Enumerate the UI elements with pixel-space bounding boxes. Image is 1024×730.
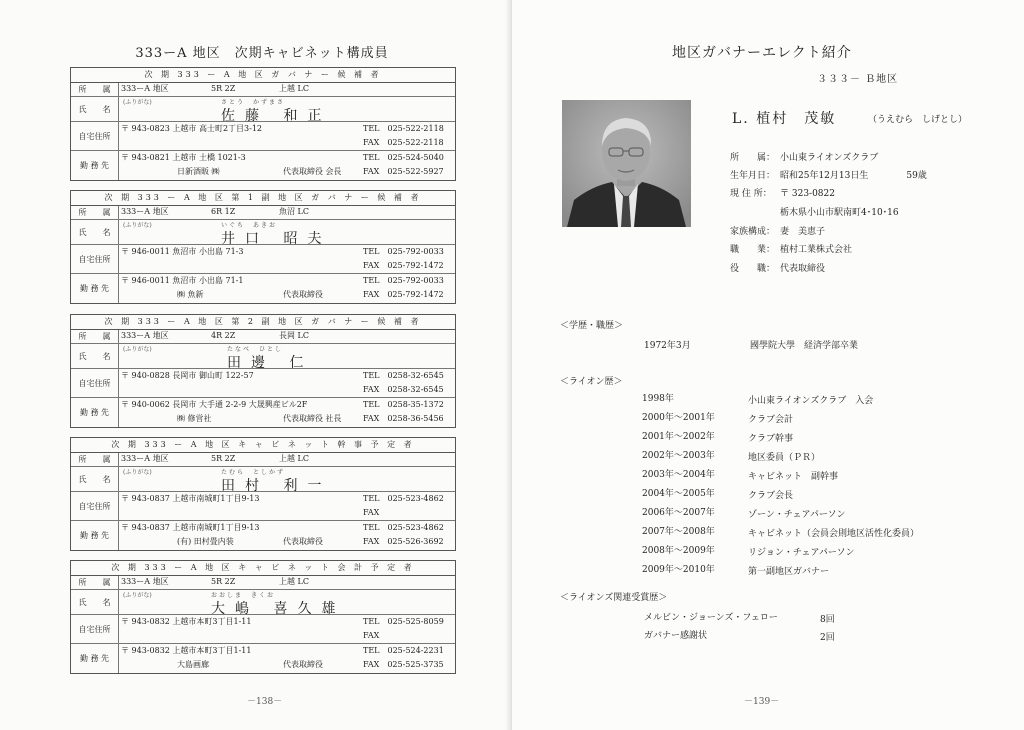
home-tel: TEL 025-792-0033 xyxy=(363,247,444,256)
home-tel: TEL 025-523-4862 xyxy=(363,494,444,503)
lions-history-role: 小山東ライオンズクラブ 入会 xyxy=(748,396,874,406)
work-tel: TEL 025-523-4862 xyxy=(363,523,444,532)
furigana-label: (ふりがな) xyxy=(123,222,152,229)
furigana-label: (ふりがな) xyxy=(123,99,152,106)
work-fax: FAX 025-525-3735 xyxy=(363,660,444,669)
award-name: メルビン・ジョーンズ・フェロー xyxy=(644,613,778,623)
lions-history-role: リジョン・チェアパーソン xyxy=(748,548,855,558)
left-page-number: －138－ xyxy=(247,697,283,707)
lions-history-year: 2002年～2003年 xyxy=(642,451,715,461)
furigana-label: (ふりがな) xyxy=(123,592,152,599)
profile-label: 家族構成： xyxy=(730,227,776,237)
workplace-row xyxy=(71,644,455,673)
work-tel: TEL 025-524-2231 xyxy=(363,646,444,655)
lions-history-year: 2007年～2008年 xyxy=(642,527,715,537)
name-label: 氏 名 xyxy=(71,97,119,121)
home-address: 〒 946-0011 魚沼市 小出島 71-3 xyxy=(121,247,244,256)
workplace-label: 勤 務 先 xyxy=(71,151,119,180)
roster-block-heading: 次 期 333 ー A 地 区 キ ャ ビ ネ ッ ト 幹 事 予 定 者 xyxy=(71,438,455,453)
name-reading: おおしま きくお xyxy=(211,592,276,599)
work-address: 〒 946-0011 魚沼市 小出島 71-1 xyxy=(121,276,244,285)
affiliation-district: 333ーA 地区 xyxy=(121,331,169,340)
lions-history-role: キャビネット 副幹事 xyxy=(748,472,839,482)
affiliation-label: 所 属 xyxy=(71,453,119,466)
affiliation-label: 所 属 xyxy=(71,83,119,96)
home-address-label: 自宅住所 xyxy=(71,122,119,150)
profile-value: 栃木県小山市駅南町4･10･16 xyxy=(780,208,899,218)
work-fax: FAX 0258-36-5456 xyxy=(363,414,444,423)
name-reading: たむら としかず xyxy=(221,469,286,476)
education-heading: ＜学歴・職歴＞ xyxy=(560,321,624,331)
home-address: 〒 943-0837 上越市南城町1丁目9-13 xyxy=(121,494,260,503)
affiliation-label: 所 属 xyxy=(71,330,119,343)
affiliation-region: 6R 1Z xyxy=(211,207,236,216)
governor-name: L. 植村 茂敏 xyxy=(732,111,837,127)
profile-label: 生年月日： xyxy=(730,171,776,181)
profile-label: 職 業： xyxy=(730,245,776,255)
home-fax: FAX 0258-32-6545 xyxy=(363,385,444,394)
workplace-row xyxy=(71,521,455,550)
roster-block xyxy=(70,67,456,181)
name-reading: さとう かずまさ xyxy=(221,99,286,106)
home-address: 〒 940-0828 長岡市 御山町 122-57 xyxy=(121,371,254,380)
member-name: 田村 利一 xyxy=(221,478,332,494)
governor-name-reading: （うえむら しげとし） xyxy=(868,115,968,125)
work-address: 〒 943-0832 上越市本町3丁目1-11 xyxy=(121,646,252,655)
profile-value: 植村工業株式会社 xyxy=(780,245,853,255)
affiliation-club: 魚沼 LC xyxy=(279,207,309,216)
lions-history-role: ゾーン・チェアパーソン xyxy=(748,510,846,520)
name-label: 氏 名 xyxy=(71,220,119,244)
roster-block xyxy=(70,190,456,304)
work-tel: TEL 025-792-0033 xyxy=(363,276,444,285)
affiliation-district: 333ーA 地区 xyxy=(121,577,169,586)
affiliation-region: 5R 2Z xyxy=(211,84,236,93)
profile-label: 所 属： xyxy=(730,153,776,163)
work-address: 〒 943-0821 上越市 土橋 1021-3 xyxy=(121,153,246,162)
profile-label: 役 職： xyxy=(730,264,776,274)
roster-block-heading: 次 期 333 ー A 地 区 第 1 副 地 区 ガ バ ナ ー 候 補 者 xyxy=(71,191,455,206)
right-page xyxy=(512,0,1024,730)
workplace-label: 勤 務 先 xyxy=(71,398,119,427)
name-reading: いぐち あきお xyxy=(221,222,278,229)
affiliation-club: 上越 LC xyxy=(279,577,309,586)
work-position: 代表取締役 会長 xyxy=(283,167,342,176)
work-fax: FAX 025-522-5927 xyxy=(363,167,444,176)
home-address: 〒 943-0823 上越市 高士町2丁目3-12 xyxy=(121,124,263,133)
name-row xyxy=(71,344,455,369)
profile-label: 現 住 所： xyxy=(730,189,772,199)
affiliation-row xyxy=(71,576,455,590)
workplace-row xyxy=(71,274,455,303)
name-label: 氏 名 xyxy=(71,344,119,368)
home-address-label: 自宅住所 xyxy=(71,369,119,397)
home-address-label: 自宅住所 xyxy=(71,615,119,643)
member-name: 佐藤 和正 xyxy=(221,108,332,124)
lions-history-year: 1998年 xyxy=(642,394,674,404)
profile-value: 妻 美恵子 xyxy=(780,227,826,237)
affiliation-label: 所 属 xyxy=(71,206,119,219)
home-tel: TEL 025-525-8059 xyxy=(363,617,444,626)
profile-line xyxy=(730,205,937,218)
work-tel: TEL 0258-35-1372 xyxy=(363,400,444,409)
profile-line xyxy=(730,168,927,181)
home-tel: TEL 0258-32-6545 xyxy=(363,371,444,380)
lions-history-role: キャビネット（会員会則地区活性化委員） xyxy=(748,529,920,539)
roster-block-heading: 次 期 333 ー A 地 区 キ ャ ビ ネ ッ ト 会 計 予 定 者 xyxy=(71,561,455,576)
work-address: 〒 943-0837 上越市南城町1丁目9-13 xyxy=(121,523,260,532)
roster-block xyxy=(70,560,456,674)
profile-value: 小山東ライオンズクラブ xyxy=(780,153,879,163)
home-tel: TEL 025-522-2118 xyxy=(363,124,444,133)
profile-line xyxy=(730,150,916,163)
award-count: 8回 xyxy=(820,615,835,625)
workplace-row xyxy=(71,151,455,180)
affiliation-club: 長岡 LC xyxy=(279,331,309,340)
work-fax: FAX 025-526-3692 xyxy=(363,537,444,546)
workplace-row xyxy=(71,398,455,427)
portrait-photo-icon xyxy=(562,100,691,227)
affiliation-district: 333ーA 地区 xyxy=(121,207,169,216)
profile-value: 代表取締役 xyxy=(780,264,826,274)
roster-block-heading: 次 期 333 ー A 地 区 ガ バ ナ ー 候 補 者 xyxy=(71,68,455,83)
lions-history-year: 2000年～2001年 xyxy=(642,413,715,423)
profile-value: 〒 323-0822 xyxy=(780,189,835,199)
affiliation-district: 333ーA 地区 xyxy=(121,454,169,463)
lions-history-role: 第一副地区ガバナー xyxy=(748,567,830,577)
furigana-label: (ふりがな) xyxy=(123,346,152,353)
work-company: ㈱ 修営社 xyxy=(177,414,212,423)
right-page-title: 地区ガバナーエレクト紹介 xyxy=(672,45,852,61)
award-count: 2回 xyxy=(820,633,835,643)
lions-history-role: クラブ会長 xyxy=(748,491,794,501)
roster-block xyxy=(70,314,456,428)
roster-block-heading: 次 期 333 ー A 地 区 第 2 副 地 区 ガ バ ナ ー 候 補 者 xyxy=(71,315,455,330)
workplace-label: 勤 務 先 xyxy=(71,274,119,303)
affiliation-row xyxy=(71,206,455,220)
lions-history-year: 2001年～2002年 xyxy=(642,432,715,442)
name-row xyxy=(71,467,455,492)
work-address: 〒 940-0062 長岡市 大手通 2-2-9 大晟興産ビル2F xyxy=(121,400,308,409)
right-page-number: －139－ xyxy=(744,697,780,707)
name-row xyxy=(71,97,455,122)
lions-history-role: 地区委員（ＰＲ） xyxy=(748,453,821,463)
name-reading: たなべ ひとし xyxy=(227,346,284,353)
name-label: 氏 名 xyxy=(71,467,119,491)
affiliation-region: 5R 2Z xyxy=(211,577,236,586)
lions-history-year: 2003年～2004年 xyxy=(642,470,715,480)
lions-history-role: クラブ会計 xyxy=(748,415,794,425)
profile-line xyxy=(730,261,863,274)
lions-history-year: 2008年～2009年 xyxy=(642,546,715,556)
profile-extra: 59歳 xyxy=(906,171,927,181)
home-fax: FAX 025-522-2118 xyxy=(363,138,444,147)
home-fax: FAX xyxy=(363,631,380,640)
home-address-row xyxy=(71,369,455,398)
work-position: 代表取締役 xyxy=(283,537,323,546)
home-address-row xyxy=(71,245,455,274)
affiliation-club: 上越 LC xyxy=(279,454,309,463)
workplace-label: 勤 務 先 xyxy=(71,521,119,550)
profile-line xyxy=(730,242,890,255)
award-name: ガバナー感謝状 xyxy=(644,631,708,641)
profile-value: 昭和25年12月13日生 xyxy=(780,171,869,181)
home-fax: FAX xyxy=(363,508,380,517)
work-company: 日新酒販 ㈱ xyxy=(177,167,220,176)
lions-history-role: クラブ幹事 xyxy=(748,434,794,444)
roster-block xyxy=(70,437,456,551)
affiliation-row xyxy=(71,453,455,467)
lions-history-year: 2009年～2010年 xyxy=(642,565,715,575)
work-position: 代表取締役 社長 xyxy=(283,414,342,423)
home-fax: FAX 025-792-1472 xyxy=(363,261,444,270)
work-position: 代表取締役 xyxy=(283,290,323,299)
portrait-photo xyxy=(562,100,691,227)
lions-history-year: 2006年～2007年 xyxy=(642,508,715,518)
affiliation-club: 上越 LC xyxy=(279,84,309,93)
affiliation-region: 4R 2Z xyxy=(211,331,236,340)
furigana-label: (ふりがな) xyxy=(123,469,152,476)
education-date: 1972年3月 xyxy=(644,341,691,351)
affiliation-row xyxy=(71,83,455,97)
affiliation-row xyxy=(71,330,455,344)
left-page-title: 333ーA 地区 次期キャビネット構成員 xyxy=(135,46,389,61)
district-subtitle: ３３３－ Ｂ地区 xyxy=(817,74,899,85)
awards-heading: ＜ライオンズ関連受賞歴＞ xyxy=(560,593,668,603)
affiliation-region: 5R 2Z xyxy=(211,454,236,463)
member-name: 井口 昭夫 xyxy=(221,231,332,247)
home-address-row xyxy=(71,492,455,521)
education-text: 國學院大學 経済学部卒業 xyxy=(750,341,859,351)
profile-line xyxy=(730,186,873,199)
lions-history-heading: ＜ライオン歴＞ xyxy=(560,377,623,387)
lions-history-year: 2004年～2005年 xyxy=(642,489,715,499)
work-fax: FAX 025-792-1472 xyxy=(363,290,444,299)
home-address-label: 自宅住所 xyxy=(71,492,119,520)
member-name: 田邊 仁 xyxy=(227,355,314,371)
affiliation-district: 333ーA 地区 xyxy=(121,84,169,93)
work-company: (有) 田村畳内装 xyxy=(177,537,234,546)
workplace-label: 勤 務 先 xyxy=(71,644,119,673)
profile-line xyxy=(730,224,863,237)
home-address: 〒 943-0832 上越市本町3丁目1-11 xyxy=(121,617,252,626)
work-company: ㈱ 魚新 xyxy=(177,290,204,299)
work-tel: TEL 025-524-5040 xyxy=(363,153,444,162)
home-address-row xyxy=(71,122,455,151)
name-row xyxy=(71,220,455,245)
name-row xyxy=(71,590,455,615)
home-address-row xyxy=(71,615,455,644)
member-name: 大嶋 喜久雄 xyxy=(211,601,346,617)
work-company: 大島画廊 xyxy=(177,660,209,669)
name-label: 氏 名 xyxy=(71,590,119,614)
work-position: 代表取締役 xyxy=(283,660,323,669)
home-address-label: 自宅住所 xyxy=(71,245,119,273)
affiliation-label: 所 属 xyxy=(71,576,119,589)
